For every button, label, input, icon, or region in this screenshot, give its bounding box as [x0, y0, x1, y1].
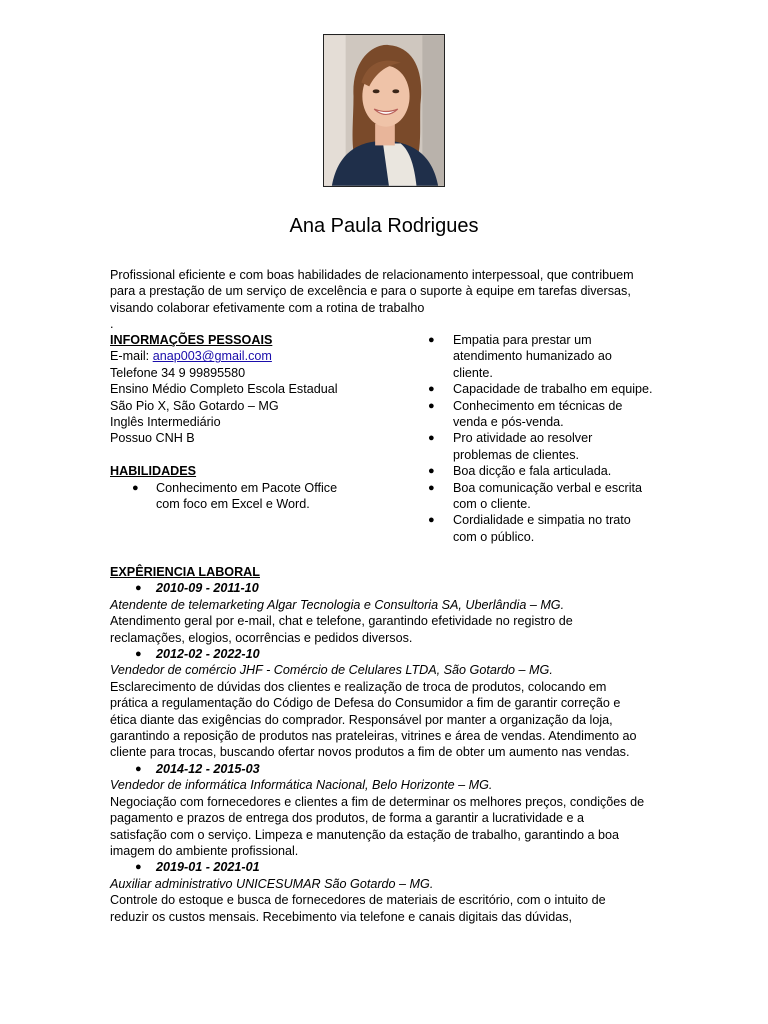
personal-info-heading: INFORMAÇÕES PESSOAIS: [110, 333, 273, 347]
professional-summary: [110, 267, 670, 333]
summary-line: .: [110, 317, 114, 332]
email-label: E-mail:: [110, 349, 153, 364]
language-text: Inglês Intermediário: [110, 415, 221, 430]
skills-list-left: [110, 480, 410, 513]
job-description-line: imagem do ambiente profissional.: [110, 843, 299, 858]
job-description-line: pagamento e prazos de entrega dos produtos, de forma a garantir a lucratividade e a: [110, 811, 584, 826]
phone-text: Telefone 34 9 99895580: [110, 365, 246, 380]
job-date: ● 2019-01 - 2021-01: [135, 860, 260, 875]
job-date: ● 2010-09 - 2011-10: [135, 581, 259, 596]
bullet-icon: ●: [135, 762, 142, 775]
email-row: [110, 348, 410, 364]
experience-heading: EXPÊRIENCIA LABORAL: [110, 565, 260, 579]
bullet-icon: ●: [135, 582, 142, 595]
bullet-icon: ●: [428, 465, 435, 478]
job-description-line: Negociação com fornecedores e clientes a fim de determinar os melhores preços, condições de: [110, 794, 645, 809]
bullet-icon: ●: [135, 648, 142, 661]
job-description-line: Esclarecimento de dúvidas dos clientes e realização de troca de produtos, colocando em: [110, 679, 607, 694]
job-description-line: garantindo a reposição de produtos nas prateleiras, vitrines e área de vendas. Atendimento ao: [110, 729, 637, 744]
experience-section: [110, 564, 658, 925]
job-role: Vendedor de informática Informática Nacional, Belo Horizonte – MG.: [110, 778, 493, 793]
job-description-line: cliente para trocas, buscando ofertar novos produtos a fim de obter um aumento nas vendas.: [110, 745, 630, 760]
job-description-line: prática a regulamentação do Código de Defesa do Consumidor a fim de garantir correção e: [110, 696, 621, 711]
license-text: Possuo CNH B: [110, 431, 195, 446]
profile-photo: [323, 34, 445, 187]
skill-item: ● Capacidade de trabalho em equipe.: [428, 382, 653, 397]
skill-item: ● Boa comunicação verbal e escrita com o cliente.: [428, 480, 643, 512]
job-entry: [110, 646, 658, 761]
portrait-illustration: [324, 35, 444, 186]
address-text: São Pio X, São Gotardo – MG: [110, 398, 279, 413]
job-description-line: reclamações, elogios, ocorrências e pedidos diversos.: [110, 630, 413, 645]
skills-list-right: [428, 332, 668, 545]
job-role: Atendente de telemarketing Algar Tecnologia e Consultoria SA, Uberlândia – MG.: [110, 597, 565, 612]
skill-item: ● Cordialidade e simpatia no trato com o público.: [428, 513, 631, 544]
skill-item: ● Boa dicção e fala articulada.: [428, 464, 612, 479]
job-description-line: Atendimento geral por e-mail, chat e telefone, garantindo efetividade no registro de: [110, 614, 573, 629]
bullet-icon: ●: [428, 432, 435, 445]
email-link[interactable]: anap003@gmail.com: [152, 349, 272, 364]
candidate-name: Ana Paula Rodrigues: [289, 215, 479, 237]
job-date: ● 2012-02 - 2022-10: [135, 647, 260, 662]
skill-item: ● Conhecimento em Pacote Office com foco em Excel e Word.: [132, 480, 338, 512]
bullet-icon: ●: [428, 481, 435, 494]
job-entry: [110, 761, 658, 859]
job-role: Vendedor de comércio JHF - Comércio de Celulares LTDA, São Gotardo – MG.: [110, 663, 553, 678]
skill-item: ● Pro atividade ao resolver problemas de clientes.: [428, 431, 593, 462]
bullet-icon: ●: [428, 514, 435, 527]
bullet-icon: ●: [132, 481, 139, 494]
job-description-line: satisfação com o serviço. Limpeza e manutenção da estação de trabalho, garantindo a boa: [110, 827, 619, 842]
summary-line: para a prestação de um serviço de excelência e para o suporte à equipe em tarefas diversas,: [110, 284, 631, 299]
job-entry: [110, 580, 658, 646]
bullet-icon: ●: [428, 383, 435, 396]
job-role: Auxiliar administrativo UNICESUMAR São Gotardo – MG.: [110, 876, 434, 891]
skills-heading: HABILIDADES: [110, 464, 197, 479]
job-description-line: reduzir os custos mensais. Recebimento via telefone e canais digitais das dúvidas,: [110, 909, 573, 924]
job-entry: [110, 859, 658, 925]
job-description-line: ética diante das exigências do comprador. Responsável por manter a organização da loja,: [110, 712, 613, 727]
bullet-icon: ●: [428, 399, 435, 412]
bullet-icon: ●: [135, 861, 142, 874]
bullet-icon: ●: [428, 334, 435, 346]
summary-line: visando colaborar efetivamente com a rotina de trabalho: [110, 300, 425, 315]
job-date: ● 2014-12 - 2015-03: [135, 761, 260, 776]
job-description-line: Controle do estoque e busca de fornecedores de materiais de escritório, com o intuito de: [110, 893, 606, 908]
summary-line: Profissional eficiente e com boas habilidades de relacionamento interpessoal, que contribuem: [110, 268, 634, 282]
personal-info-section: [110, 332, 410, 512]
skill-item: ● Conhecimento em técnicas de venda e pós-venda.: [428, 398, 623, 430]
education-text: Ensino Médio Completo Escola Estadual: [110, 382, 338, 397]
skill-item: ● Empatia para prestar um atendimento humanizado ao cliente.: [428, 333, 612, 380]
